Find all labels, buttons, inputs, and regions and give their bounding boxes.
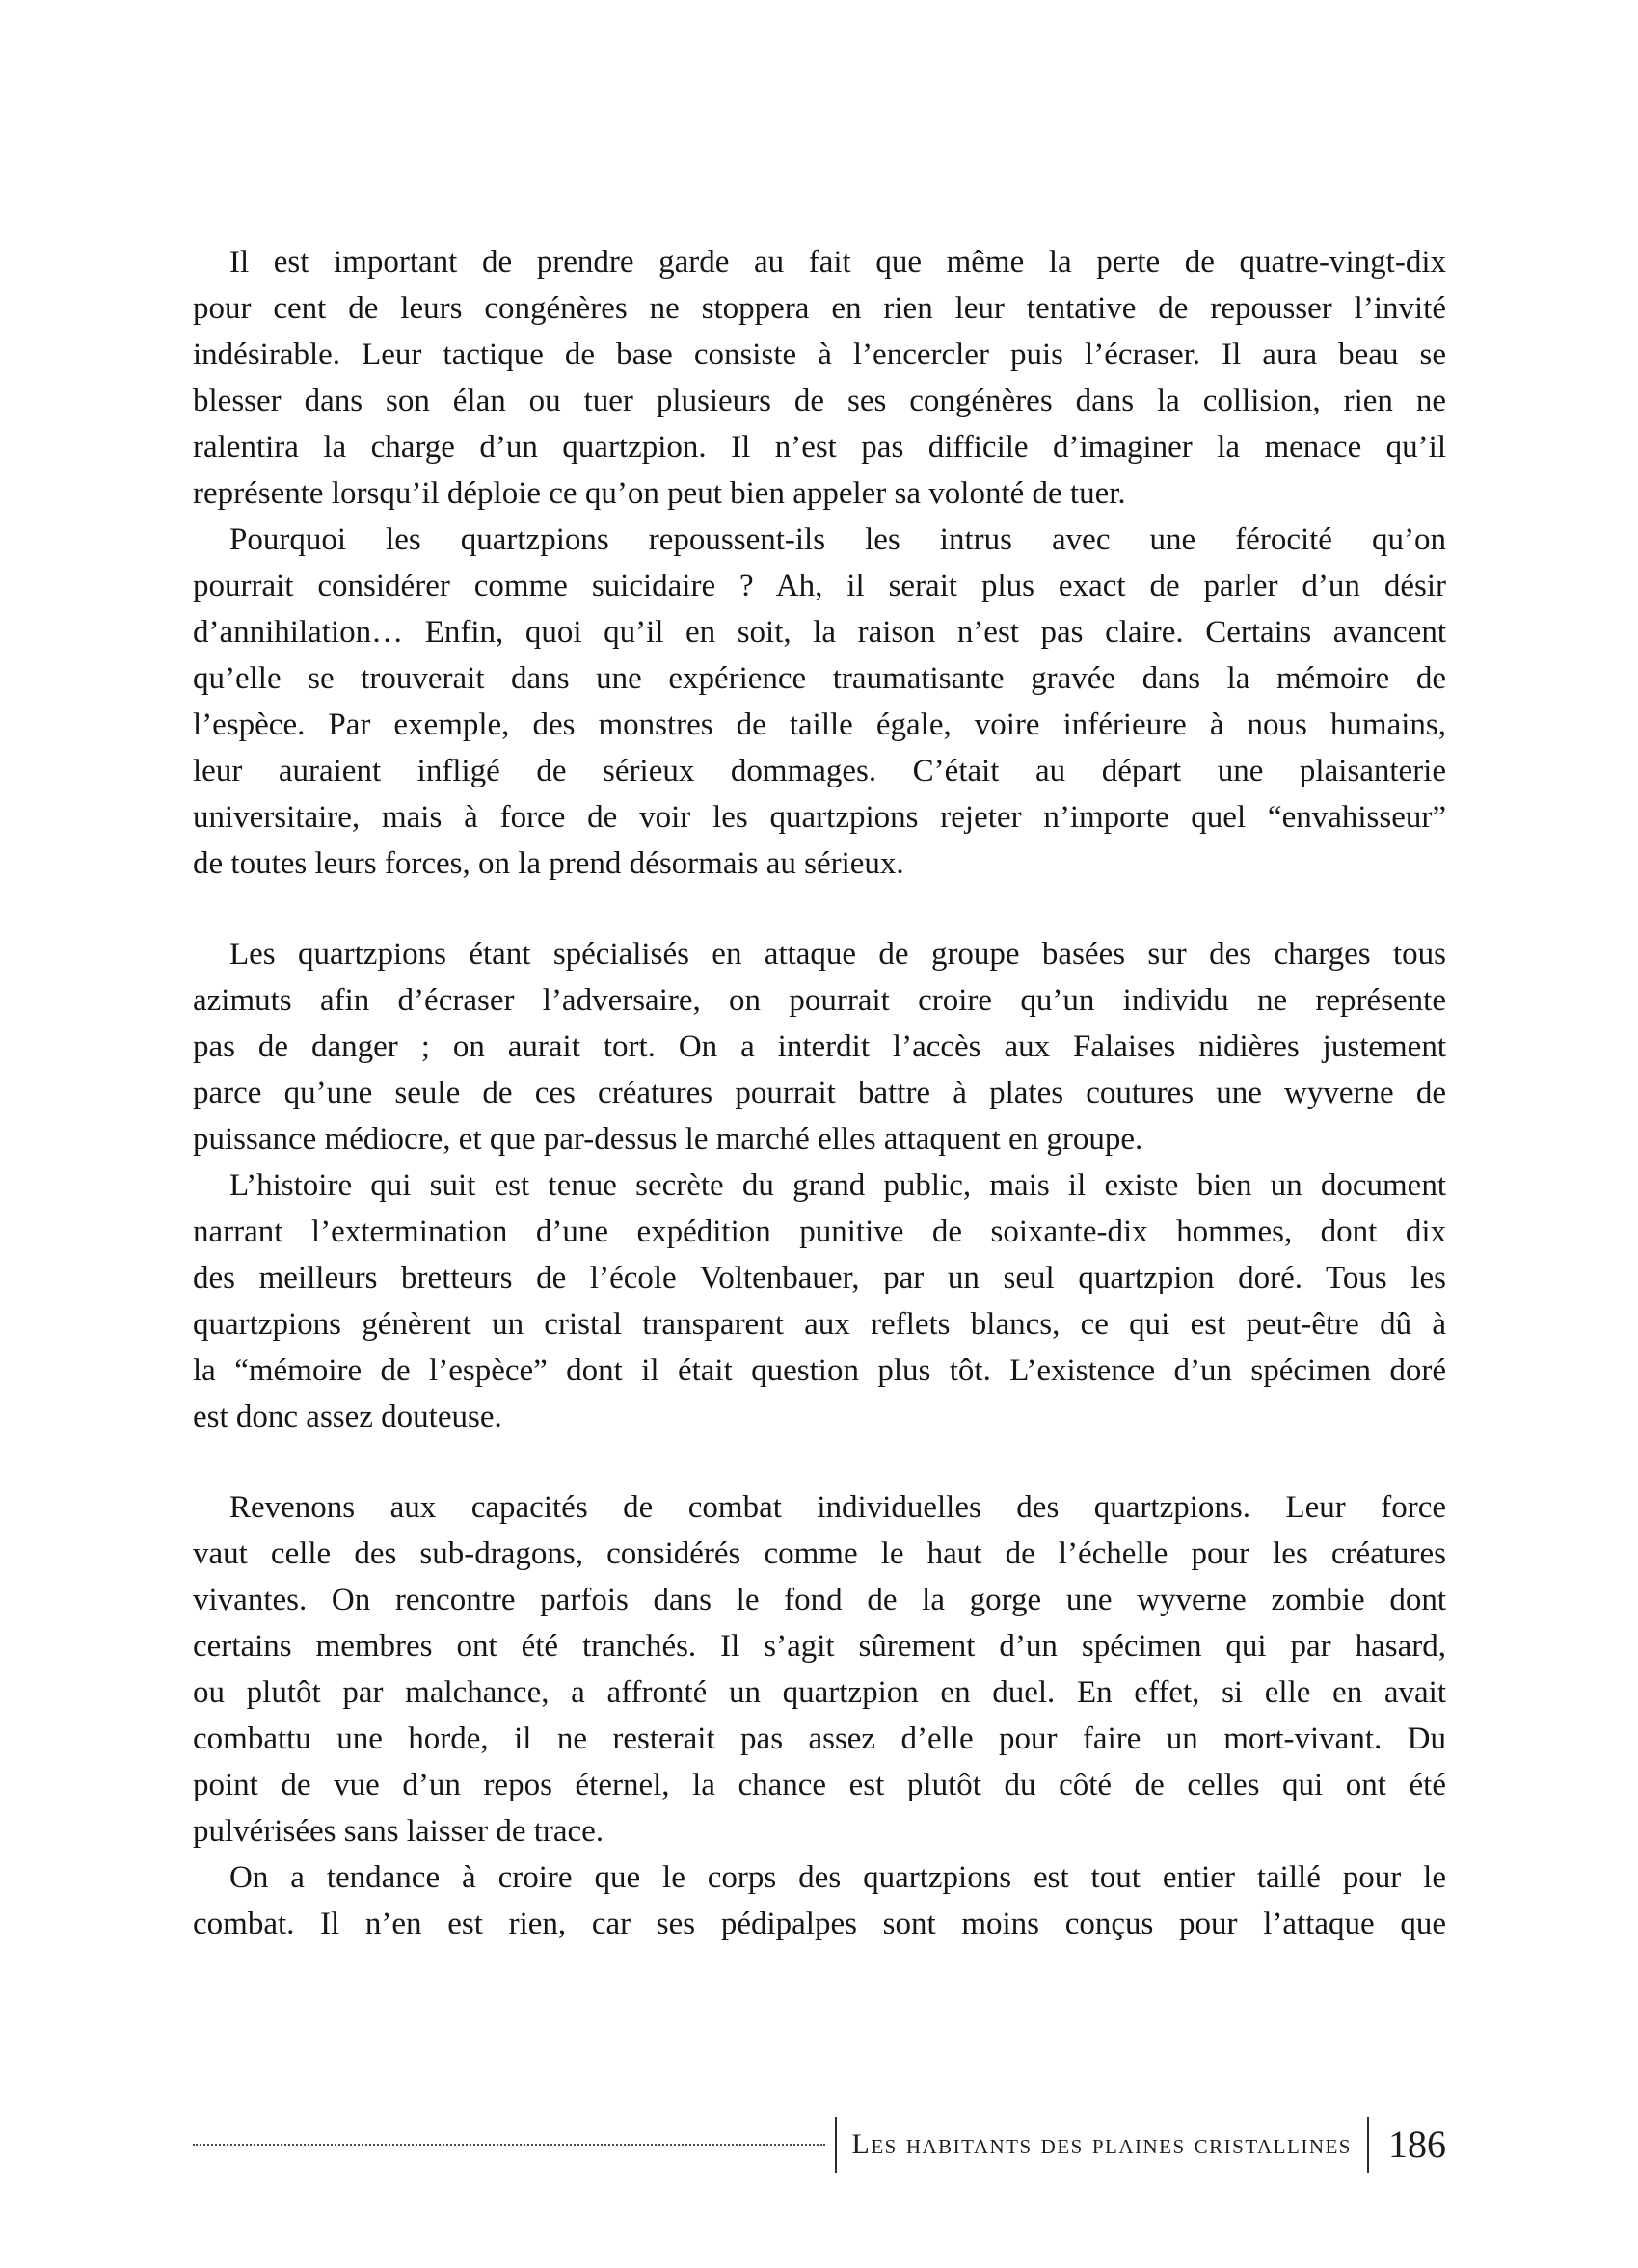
text-line: vivantes. On rencontre parfois dans le fond de la gorge une wyverne zombie dont — [193, 1583, 1446, 1617]
text-line: représente lorsqu’il déploie ce qu’on peut bien appeler sa volonté de tuer. — [193, 476, 1126, 511]
text-line: leur auraient infligé de sérieux dommages. C’était au départ une plaisanterie — [193, 754, 1446, 788]
text-line: puissance médiocre, et que par-dessus le marché elles attaquent en groupe. — [193, 1122, 1143, 1157]
paragraph — [193, 931, 1446, 1162]
text-line: L’histoire qui suit est tenue secrète du grand public, mais il existe bien un document — [229, 1168, 1446, 1203]
paragraph — [193, 1484, 1446, 1854]
text-line: ralentira la charge d’un quartzpion. Il n’est pas difficile d’imaginer la menace qu’il — [193, 430, 1446, 465]
text-line: est donc assez douteuse. — [193, 1400, 502, 1434]
text-line: des meilleurs bretteurs de l’école Voltenbauer, par un seul quartzpion doré. Tous les — [193, 1261, 1446, 1295]
text-line: universitaire, mais à force de voir les quartzpions rejeter n’importe quel “envahisseur” — [193, 800, 1446, 835]
text-line: qu’elle se trouverait dans une expérience traumatisante gravée dans la mémoire de — [193, 661, 1446, 696]
text-line: vaut celle des sub-dragons, considérés comme le haut de l’échelle pour les créatures — [193, 1536, 1446, 1571]
text-line: Revenons aux capacités de combat individuelles des quartzpions. Leur force — [229, 1490, 1446, 1525]
text-line: combat. Il n’en est rien, car ses pédipalpes sont moins conçus pour l’attaque que — [193, 1907, 1446, 1941]
text-line: Les quartzpions étant spécialisés en attaque de groupe basées sur des charges tous — [229, 937, 1446, 972]
text-line: Pourquoi les quartzpions repoussent-ils les intrus avec une férocité qu’on — [229, 522, 1446, 557]
footer-dotted-leader — [193, 2144, 825, 2146]
paragraph — [193, 1162, 1446, 1440]
body-text — [193, 239, 1446, 1947]
text-line: indésirable. Leur tactique de base consiste à l’encercler puis l’écraser. Il aura beau se — [193, 337, 1446, 372]
text-line: blesser dans son élan ou tuer plusieurs de ses congénères dans la collision, rien ne — [193, 384, 1446, 418]
paragraph — [193, 1854, 1446, 1947]
paragraph — [193, 517, 1446, 887]
text-line: pour cent de leurs congénères ne stoppera en rien leur tentative de repousser l’invité — [193, 291, 1446, 326]
text-line: combattu une horde, il ne resterait pas assez d’elle pour faire un mort-vivant. Du — [193, 1721, 1446, 1756]
page-number: 186 — [1388, 2122, 1446, 2166]
text-line: l’espèce. Par exemple, des monstres de taille égale, voire inférieure à nous humains, — [193, 707, 1446, 742]
text-line: point de vue d’un repos éternel, la chance est plutôt du côté de celles qui ont été — [193, 1768, 1446, 1802]
text-line: azimuts afin d’écraser l’adversaire, on pourrait croire qu’un individu ne représente — [193, 983, 1446, 1018]
running-title: Les habitants des plaines cristallines — [851, 2128, 1352, 2160]
text-line: ou plutôt par malchance, a affronté un quartzpion en duel. En effet, si elle en avait — [193, 1675, 1446, 1710]
text-line: pas de danger ; on aurait tort. On a interdit l’accès aux Falaises nidières justement — [193, 1029, 1446, 1064]
text-line: pulvérisées sans laisser de trace. — [193, 1814, 604, 1849]
text-line: d’annihilation… Enfin, quoi qu’il en soit, la raison n’est pas claire. Certains avancent — [193, 615, 1446, 650]
text-line: On a tendance à croire que le corps des quartzpions est tout entier taillé pour le — [229, 1860, 1446, 1895]
footer — [193, 2117, 1446, 2173]
text-line: de toutes leurs forces, on la prend désormais au sérieux. — [193, 846, 904, 881]
text-line: narrant l’extermination d’une expédition punitive de soixante-dix hommes, dont dix — [193, 1214, 1446, 1249]
text-line: parce qu’une seule de ces créatures pourrait battre à plates coutures une wyverne de — [193, 1076, 1446, 1110]
text-line: la “mémoire de l’espèce” dont il était question plus tôt. L’existence d’un spécimen doré — [193, 1353, 1446, 1388]
text-line: pourrait considérer comme suicidaire ? Ah, il serait plus exact de parler d’un désir — [193, 569, 1446, 603]
paragraph — [193, 239, 1446, 517]
text-line: certains membres ont été tranchés. Il s’agit sûrement d’un spécimen qui par hasard, — [193, 1629, 1446, 1664]
text-line: Il est important de prendre garde au fait que même la perte de quatre-vingt-dix — [229, 245, 1446, 280]
text-line: quartzpions génèrent un cristal transparent aux reflets blancs, ce qui est peut-être dû à — [193, 1307, 1446, 1342]
